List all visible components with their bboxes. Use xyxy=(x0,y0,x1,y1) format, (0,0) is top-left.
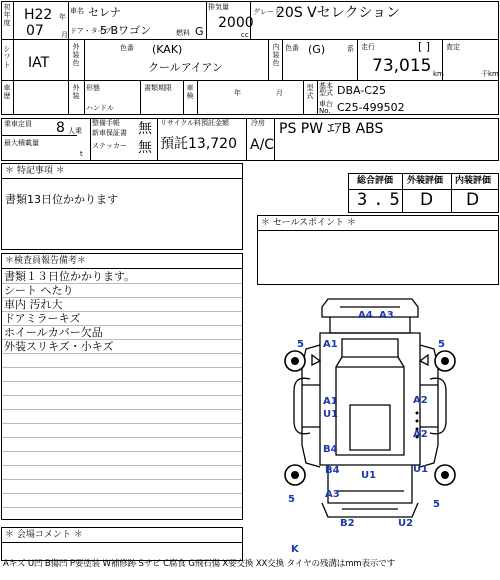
ext-color-code: (KAK) xyxy=(152,43,183,56)
ext-color-name: クールアイアン xyxy=(148,61,224,74)
year-unit: 年 xyxy=(59,13,66,21)
door-type: 5 Bワゴン xyxy=(100,24,152,37)
inspector-note-line: ドアミラーキズ xyxy=(4,312,81,325)
inspector-notes-title: ＊検査員報告備考＊ xyxy=(5,256,87,266)
fuel-value: G xyxy=(195,25,204,38)
grade-value: 20S Vセレクション xyxy=(276,5,401,21)
first-reg-label: 初年度 xyxy=(3,3,11,27)
equipment-value: PS PW ｴｱB ABS xyxy=(279,121,384,137)
overall-rating-value: 3.5 xyxy=(357,190,406,210)
assessment-label: 査定 xyxy=(446,43,460,51)
body-label: 形態 xyxy=(86,84,100,92)
year-value: H22 xyxy=(24,7,53,23)
mark-b4-left-upper: B4 xyxy=(323,444,338,455)
tire-depth-bottom-left: 5 xyxy=(288,494,295,505)
tire-depth-top-right: 5 xyxy=(438,339,445,350)
inspector-note-line: ホイールカバー欠品 xyxy=(4,326,103,339)
venue-comment-title: ＊ 会場コメント ＊ xyxy=(5,530,83,540)
capacity-label: 乗車定員 xyxy=(4,120,32,128)
inspector-note-line: 車内 汚れ大 xyxy=(4,298,63,311)
model-label: 基本型式 xyxy=(319,82,333,97)
shift-label: シフト xyxy=(3,45,11,69)
sales-points-title: ＊ セールスポイント ＊ xyxy=(261,218,356,228)
mileage-bracket: [ ] xyxy=(418,40,431,53)
mark-a3-bottom: A3 xyxy=(325,489,340,500)
mark-a3-top: A3 xyxy=(379,310,394,321)
capacity-value: 8 xyxy=(56,120,65,136)
recycle-value: 預託13,720 xyxy=(160,136,237,152)
mark-a4: A4 xyxy=(358,310,373,321)
model-side-label: 型式 xyxy=(306,84,314,100)
mark-a2-right-upper: A2 xyxy=(413,395,428,406)
sticker-label: ステッカー xyxy=(92,142,127,150)
max-load-unit: t xyxy=(80,150,83,158)
interior-rating-value: D xyxy=(466,190,480,210)
period-side-label: 車検 xyxy=(186,84,194,100)
fuel-label: 燃料 xyxy=(176,29,190,37)
exterior-rating-value: D xyxy=(420,190,434,210)
month-unit: 月 xyxy=(61,31,68,39)
mark-k: K xyxy=(291,544,299,555)
mark-u1-right: U1 xyxy=(413,464,429,475)
shift-value: IAT xyxy=(28,55,50,71)
car-name-label: 車名 xyxy=(70,7,84,15)
int-color-suffix: 系 xyxy=(347,45,354,53)
mileage-unit: km xyxy=(433,70,444,78)
assessment-unit: 千km xyxy=(481,70,499,78)
mark-b4-left-lower: B4 xyxy=(325,465,340,476)
inspector-note-line: 書類１３日位かかります。 xyxy=(4,270,136,283)
mark-u1-left: U1 xyxy=(323,409,339,420)
recycle-label: リサイクル料預託金額 xyxy=(160,119,230,127)
car-name: セレナ xyxy=(88,6,121,19)
mark-a1-front-left: A1 xyxy=(323,339,338,350)
int-color-code: (G) xyxy=(308,43,326,56)
special-notes-title: ＊ 特記事項 ＊ xyxy=(5,166,65,176)
warranty-label: 新車保証書 xyxy=(92,129,127,137)
mark-u2: U2 xyxy=(398,518,414,529)
int-color-code-label: 色番 xyxy=(285,44,299,52)
mark-a1-left: A1 xyxy=(323,396,338,407)
tire-depth-bottom-right: 5 xyxy=(433,499,440,510)
inspector-note-line: 外装スリキズ・小キズ xyxy=(4,340,114,353)
model-value: DBA-C25 xyxy=(337,84,386,97)
displacement-label: 排気量 xyxy=(208,3,229,11)
mark-u1-roof: U1 xyxy=(361,470,377,481)
maintenance-label: 整備手帳 xyxy=(92,119,120,127)
grade-label: グレード xyxy=(253,8,281,16)
exterior-rating-label: 外装評価 xyxy=(407,176,444,186)
mileage-label: 走行 xyxy=(361,43,375,51)
overall-rating-label: 総合評価 xyxy=(357,176,394,186)
month-value: 07 xyxy=(26,23,44,39)
ext-color-code-label: 色番 xyxy=(120,44,134,52)
aircon-value: A/C xyxy=(250,137,275,153)
mileage-value: 73,015 xyxy=(372,56,432,76)
doc-period-label: 書類期限 xyxy=(144,84,172,92)
chassis-label: 車台No. xyxy=(319,100,333,115)
special-notes-text: 書類13日位かかります xyxy=(5,193,118,206)
tire-depth-top-left: 5 xyxy=(297,339,304,350)
chassis-value: C25-499502 xyxy=(337,101,405,114)
car-history-label: 車歴 xyxy=(3,84,11,100)
handle-label: ハンドル xyxy=(86,104,114,112)
interior-rating-label: 内装評価 xyxy=(455,176,492,186)
special-notes-box xyxy=(1,163,243,250)
displacement-unit: cc xyxy=(241,31,249,39)
displacement-value: 2000 xyxy=(218,15,254,31)
damage-legend: Aキズ U凹 B傷凹 P要塗装 W補修跡 Sサビ C腐食 G飛石傷 X要交換 XX交換 タイヤの残溝はmm表示です xyxy=(3,559,396,569)
ext-color-side-label: 外装色 xyxy=(72,43,80,67)
capacity-unit: 人乗 xyxy=(68,127,82,135)
period-year-unit: 年 xyxy=(234,89,241,97)
inspector-note-line: シート へたり xyxy=(4,284,74,297)
maintenance-value: 無 xyxy=(138,121,152,137)
aircon-label: 冷房 xyxy=(251,119,265,127)
period-month-unit: 月 xyxy=(276,89,283,97)
body-side-label: 外装 xyxy=(72,84,80,100)
sticker-value: 無 xyxy=(138,140,152,156)
max-load-label: 最大積載量 xyxy=(4,139,39,147)
door-type-label: ドア・タイプ xyxy=(70,27,112,35)
int-color-side-label: 内装色 xyxy=(272,43,280,67)
mark-b2: B2 xyxy=(340,518,355,529)
mark-a2-right-lower: A2 xyxy=(413,429,428,440)
